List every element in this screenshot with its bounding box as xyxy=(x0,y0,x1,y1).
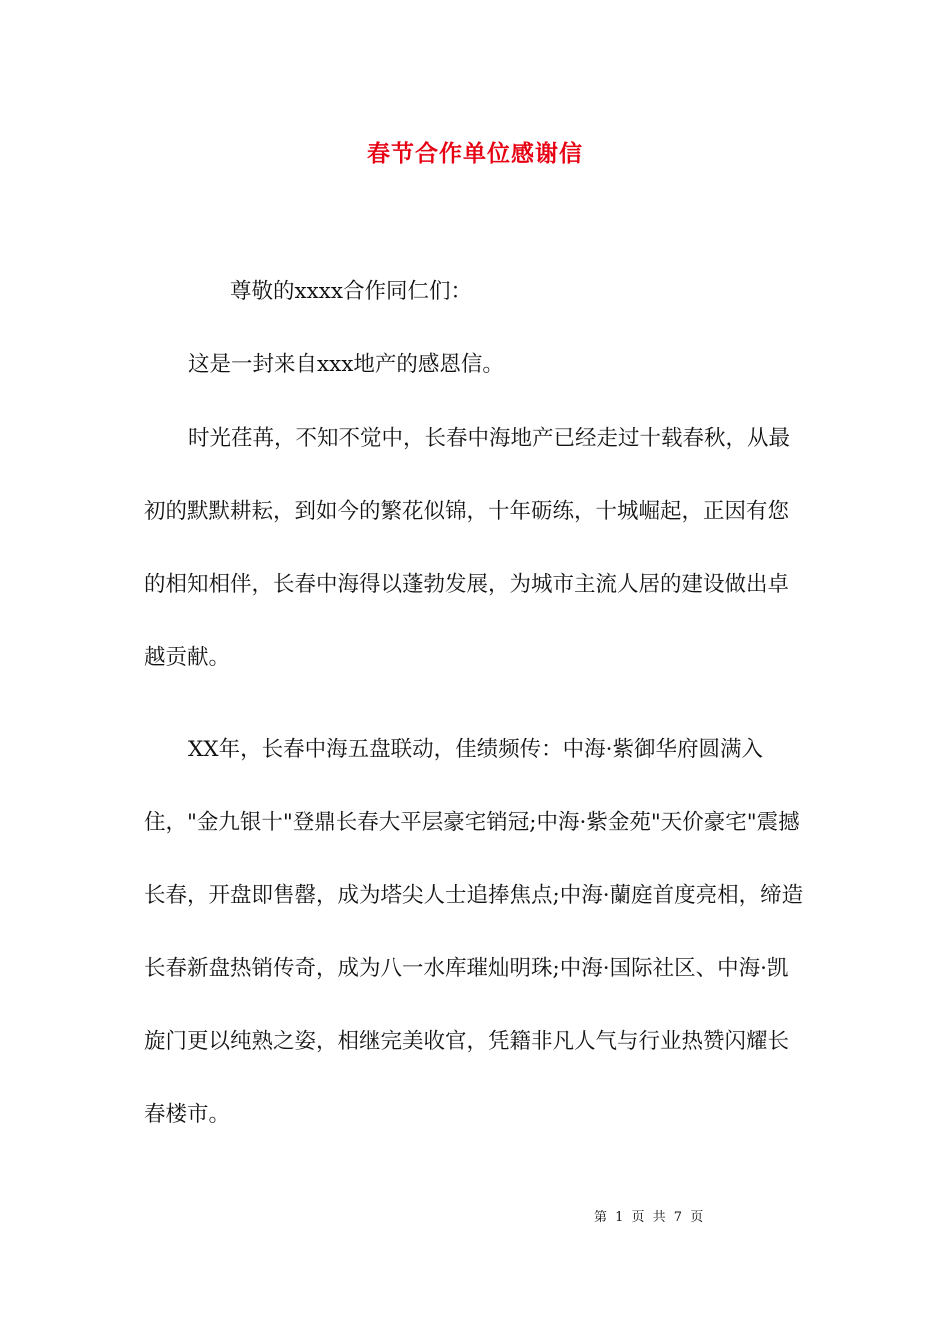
salutation: 尊敬的xxxx合作同仁们： xyxy=(230,279,473,304)
paragraph-history: 时光荏苒，不知不觉中，长春中海地产已经走过十载春秋，从最初的默默耕耘，到如今的繁花似锦，十年砺练，十城崛起，正因有您的相知相伴，长春中海得以蓬勃发展，为城市主流人居的建设做出卓越贡献。 xyxy=(144,426,791,670)
paragraph-achievements: XX年，长春中海五盘联动，佳绩频传：中海·紫御华府圆满入住，"金九银十"登鼎长春大平层豪宅销冠;中海·紫金苑"天价豪宅"震撼长春，开盘即售罄，成为塔尖人士追捧焦点;中海·蘭庭首度亮相，缔造长春新盘热销传奇，成为八一水库璀灿明珠;中海·国际社区、中海·凯旋门更以纯熟之姿，相继完美收官，凭籍非凡人气与行业热赞闪耀长春楼市。 xyxy=(144,737,804,1127)
document-title: 春节合作单位感谢信 xyxy=(367,140,583,167)
paragraph-intro: 这是一封来自xxx地产的感恩信。 xyxy=(188,352,504,377)
page-number: 第 1 页 共 7 页 xyxy=(594,1210,704,1225)
document-body xyxy=(144,274,806,1188)
